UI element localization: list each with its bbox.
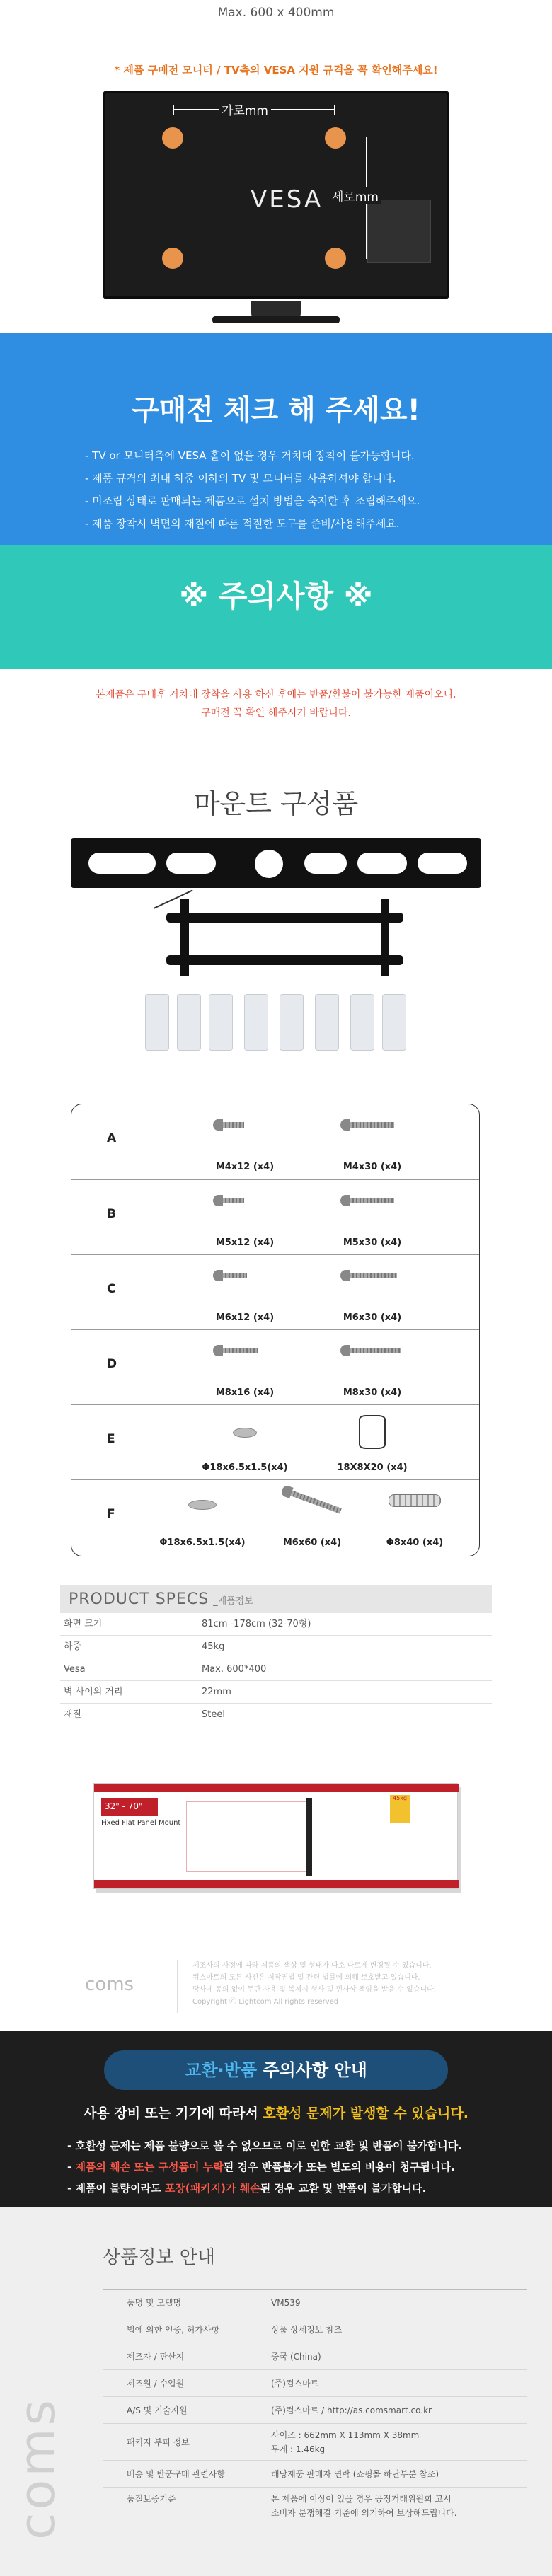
parts-row — [71, 1329, 480, 1404]
box-size-label: 32" - 70" — [101, 1798, 158, 1816]
brand-logo: coms — [85, 1974, 134, 1995]
monitor-back-image — [103, 91, 449, 299]
lag-bolt-icon — [280, 1482, 345, 1518]
vesa-section — [0, 0, 552, 333]
info-row: A/S 및 기술지원 (주)컴스마트 / http://as.comsmart.co.kr — [103, 2397, 527, 2424]
washer-icon — [233, 1428, 257, 1438]
part-item: M6x30 (x4) — [319, 1262, 425, 1326]
spec-row: 재질 Steel — [60, 1704, 492, 1726]
vesa-hole — [325, 127, 346, 149]
part-item: Φ18x6.5x1.5(x4) — [149, 1487, 255, 1551]
specs-subtitle: _제품정보 — [213, 1596, 253, 1607]
box-type-label: Fixed Flat Panel Mount — [101, 1819, 181, 1827]
caution-line: 구매전 꼭 확인 해주시기 바랍니다. — [201, 707, 351, 719]
vesa-hole — [325, 248, 346, 269]
caution-line: 본제품은 구매후 거치대 장착을 사용 하신 후에는 반품/환불이 불가능한 제품이오니, — [96, 689, 456, 700]
washer-icon — [188, 1500, 217, 1510]
specs-header — [60, 1585, 492, 1613]
part-item: M8x16 (x4) — [192, 1337, 298, 1401]
info-title: 상품정보 안내 — [103, 2247, 215, 2268]
parts-row-label: C — [107, 1282, 116, 1296]
wall-plate-image — [71, 838, 481, 888]
screw-icon — [340, 1117, 404, 1133]
exchange-list — [67, 2135, 462, 2199]
parts-table — [71, 1104, 480, 1556]
part-item: M4x30 (x4) — [319, 1111, 425, 1175]
check-list — [85, 444, 481, 535]
exchange-section — [0, 2031, 552, 2207]
info-row: 법에 의한 인증, 허가사항 상품 상세정보 참조 — [103, 2316, 527, 2343]
spec-row: 하중 45kg — [60, 1636, 492, 1658]
check-item: - TV or 모니터측에 VESA 홀이 없을 경우 거치대 장착이 불가능합니다. — [85, 449, 415, 462]
screw-icon — [340, 1193, 404, 1208]
part-item: 18X8X20 (x4) — [319, 1412, 425, 1476]
package-box-image — [93, 1783, 458, 1889]
spacer-icon — [359, 1415, 386, 1449]
vesa-max-size: Max. 600 x 400mm — [217, 6, 335, 20]
exchange-item: - 제품이 불량이라도 포장(패키지)가 훼손된 경우 교환 및 반품이 불가합니다. — [67, 2182, 427, 2195]
specs-section — [0, 1585, 552, 1748]
check-item: - 미조립 상태로 판매되는 제품으로 설치 방법을 숙지한 후 조립해주세요. — [85, 495, 420, 507]
box-weight-badge: 45kg — [390, 1795, 410, 1823]
vertical-label: 세로mm — [329, 187, 381, 204]
parts-row-label: D — [107, 1357, 117, 1371]
screw-icon — [213, 1343, 277, 1358]
product-info-section — [0, 2207, 552, 2576]
exchange-title: 교환·반품 주의사항 안내 — [104, 2050, 448, 2090]
parts-row-label: B — [107, 1207, 116, 1221]
spec-row: Vesa Max. 600*400 — [60, 1658, 492, 1681]
info-row: 제조자 / 판산지 중국 (China) — [103, 2343, 527, 2370]
hardware-bags-image — [145, 987, 410, 1058]
info-row: 품명 및 모델명 VM539 — [103, 2289, 527, 2316]
exchange-item: - 호환성 문제는 제품 불량으로 볼 수 없으므로 이로 인한 교환 및 반품이 불가합니다. — [67, 2139, 462, 2152]
horizontal-label: 가로mm — [219, 100, 271, 118]
caution-header — [0, 545, 552, 669]
parts-row-label: A — [107, 1131, 117, 1145]
screw-icon — [340, 1343, 404, 1358]
exchange-subtitle: 사용 장비 또는 기기에 따라서 호환성 문제가 발생할 수 있습니다. — [84, 2106, 468, 2121]
part-item: Φ8x40 (x4) — [362, 1487, 468, 1551]
exchange-item: - 제품의 훼손 또는 구성품이 누락된 경우 반품불가 또는 별도의 비용이 청구됩니다. — [67, 2161, 455, 2173]
monitor-stand-base — [212, 316, 340, 323]
part-item: M5x30 (x4) — [319, 1187, 425, 1251]
info-row: 패키지 부피 정보 사이즈 : 662mm X 113mm X 38mm 무게 : 1.46kg — [103, 2424, 527, 2461]
parts-row — [71, 1404, 480, 1479]
info-row: 배송 및 반품구매 관련사항 해당제품 판매자 연락 (쇼핑몰 하단부분 참조) — [103, 2461, 527, 2488]
screw-icon — [213, 1268, 277, 1283]
wall-anchor-icon — [389, 1494, 441, 1507]
vesa-hole — [162, 127, 183, 149]
check-title: 구매전 체크 해 주세요! — [132, 394, 420, 427]
screw-icon — [213, 1193, 277, 1208]
vesa-notice: * 제품 구매전 모니터 / TV측의 VESA 지원 규격을 꼭 확인해주세요! — [114, 64, 438, 76]
parts-row — [71, 1254, 480, 1329]
specs-title: PRODUCT SPECS — [69, 1590, 209, 1608]
part-item: M6x60 (x4) — [259, 1487, 365, 1551]
check-item: - 제품 장착시 벽면의 재질에 따른 적절한 도구를 준비/사용해주세요. — [85, 517, 400, 530]
part-item: Φ18x6.5x1.5(x4) — [192, 1412, 298, 1476]
check-section — [0, 333, 552, 545]
parts-row-label: E — [107, 1432, 115, 1446]
part-item: M8x30 (x4) — [319, 1337, 425, 1401]
screw-icon — [340, 1268, 404, 1283]
part-item: M5x12 (x4) — [192, 1187, 298, 1251]
copyright-notice: 제조사의 사정에 따라 제품의 색상 및 형태가 다소 다르게 변경될 수 있습니다. 컴스마트의 모든 사진은 저작권법 및 관련 법률에 의해 보호받고 있습니다. 당사에 동의 없이 무단 사용 및 복제시 형사 및 민사상 책임을 받을 수 있습니다. Copyright ⓒ Lightcom All rights reserved — [192, 1962, 436, 2006]
caution-body — [0, 669, 552, 782]
bracket-arms-image — [166, 899, 403, 976]
parts-section — [0, 782, 552, 1560]
spec-row: 벽 사이의 거리 22mm — [60, 1681, 492, 1704]
parts-title: 마운트 구성품 — [193, 788, 359, 819]
spec-row: 화면 크기 81cm -178cm (32-70형) — [60, 1613, 492, 1636]
part-item: M4x12 (x4) — [192, 1111, 298, 1175]
info-row: 품질보증기준 본 제품에 이상이 있을 경우 공정거래위원회 고시 소비자 분쟁해결 기준에 의거하여 보상해드립니다. — [103, 2488, 527, 2524]
parts-row — [71, 1479, 480, 1554]
parts-row-label: F — [107, 1507, 115, 1521]
vesa-hole — [162, 248, 183, 269]
vertical-brand-logo: coms — [8, 2397, 67, 2540]
info-row: 제조원 / 수입원 (주)컴스마트 — [103, 2370, 527, 2397]
vesa-label: VESA — [251, 185, 323, 214]
screw-icon — [213, 1117, 277, 1133]
part-item: M6x12 (x4) — [192, 1262, 298, 1326]
parts-row — [71, 1179, 480, 1254]
package-section — [0, 1748, 552, 2031]
connector-panel — [367, 200, 431, 263]
parts-row — [71, 1104, 480, 1179]
check-item: - 제품 규격의 최대 하중 이하의 TV 및 모니터를 사용하셔야 합니다. — [85, 472, 396, 485]
caution-title: ※ 주의사항 ※ — [179, 579, 373, 613]
info-table — [103, 2289, 527, 2524]
